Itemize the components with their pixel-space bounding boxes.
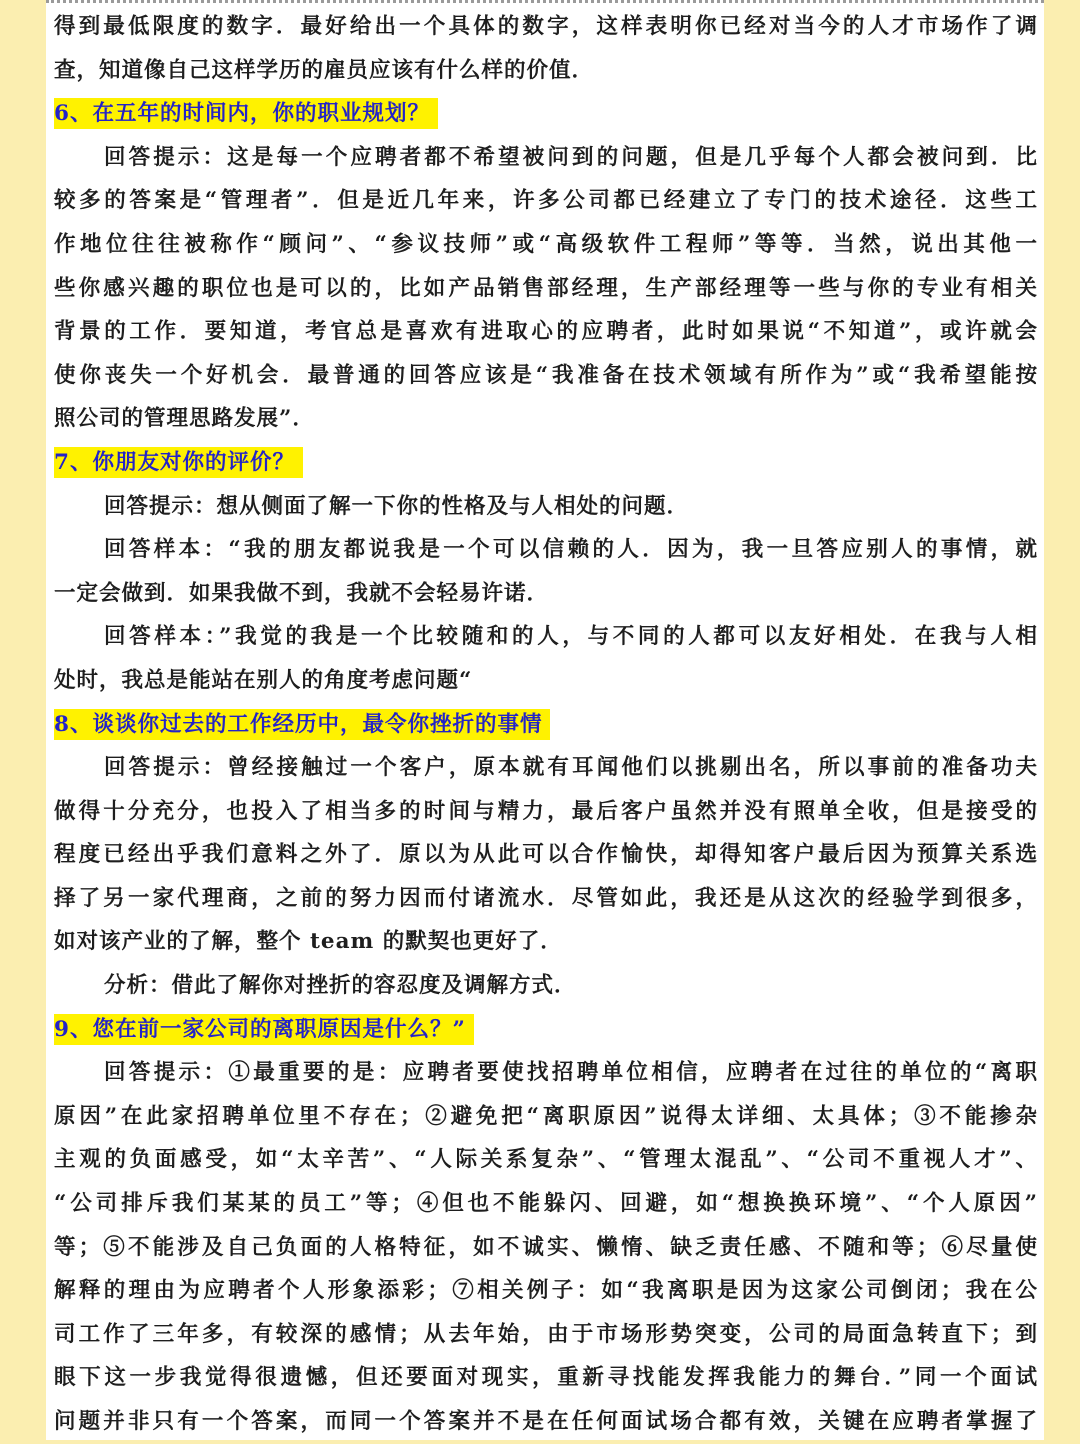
- text-line: 如对该产业的了解，整个 team 的默契也更好了．: [54, 929, 563, 955]
- section-heading: [54, 441, 1038, 485]
- text-line: 些你感兴趣的职位也是可以的，比如产品销售部经理，生产部经理等一些与你的专业有相关: [54, 275, 1038, 301]
- document-page: [46, 0, 1044, 1440]
- section-heading: [54, 92, 1038, 136]
- text-line: 一定会做到．如果我做不到，我就不会轻易许诺．: [54, 580, 550, 606]
- text-line: 得到最低限度的数字．最好给出一个具体的数字，这样表明你已经对当今的人才市场作了调: [54, 14, 1038, 39]
- document-text: [54, 5, 1038, 1444]
- section-heading-text: 9、您在前一家公司的离职原因是什么？”: [54, 1014, 474, 1045]
- text-line: 主观的负面感受，如“太辛苦”、“人际关系复杂”、“管理太混乱”、“公司不重视人才”、: [54, 1147, 1038, 1173]
- text-line: 回答提示：①最重要的是：应聘者要使找招聘单位相信，应聘者在过往的单位的“离职: [104, 1060, 1038, 1086]
- text-line: 回答提示：曾经接触过一个客户，原本就有耳闻他们以挑剔出名，所以事前的准备功夫: [104, 755, 1038, 781]
- text-line: 问题并非只有一个答案，而同一个答案并不是在任何面试场合都有效，关键在应聘者掌握了: [54, 1409, 1038, 1434]
- text-line: 解释的理由为应聘者个人形象添彩；⑦相关例子：如“我离职是因为这家公司倒闭；我在公: [54, 1278, 1038, 1304]
- text-line: 做得十分充分，也投入了相当多的时间与精力，最后客户虽然并没有照单全收，但是接受的: [54, 798, 1038, 824]
- text-line: 回答样本：“我的朋友都说我是一个可以信赖的人．因为，我一旦答应别人的事情，就: [104, 537, 1038, 563]
- section-heading-text: 7、你朋友对你的评价？: [54, 447, 303, 478]
- text-line: 择了另一家代理商，之前的努力因而付诸流水．尽管如此，我还是从这次的经验学到很多，: [54, 885, 1038, 911]
- text-line: 背景的工作．要知道，考官总是喜欢有进取心的应聘者，此时如果说“不知道”，或许就会: [54, 319, 1038, 345]
- text-line: 处时，我总是能站在别人的角度考虑问题“: [54, 667, 473, 693]
- section-heading-text: 8、谈谈你过去的工作经历中，最令你挫折的事情: [54, 709, 550, 740]
- text-line: 原因”在此家招聘单位里不存在；②避免把“离职原因”说得太详细、太具体；③不能掺杂: [54, 1103, 1038, 1129]
- text-line: 较多的答案是“管理者”．但是近几年来，许多公司都已经建立了专门的技术途径．这些工: [54, 188, 1038, 214]
- text-line: 使你丧失一个好机会．最普通的回答应该是“我准备在技术领域有所作为”或“我希望能按: [54, 362, 1038, 388]
- section-heading: [54, 703, 1038, 747]
- text-line: 照公司的管理思路发展”．: [54, 406, 315, 432]
- section-heading: [54, 1008, 1038, 1052]
- text-line: 分析：借此了解你对挫折的容忍度及调解方式．: [104, 973, 577, 999]
- text-line: 眼下这一步我觉得很遗憾，但还要面对现实，重新寻找能发挥我能力的舞台．”同一个面试: [54, 1365, 1038, 1391]
- text-line: 司工作了三年多，有较深的感情；从去年始，由于市场形势突变，公司的局面急转直下；到: [54, 1321, 1038, 1347]
- section-heading-text: 6、在五年的时间内，你的职业规划？: [54, 98, 438, 129]
- text-line: 回答提示：这是每一个应聘者都不希望被问到的问题，但是几乎每个人都会被问到．比: [104, 144, 1038, 170]
- text-line: “公司排斥我们某某的员工”等；④但也不能躲闪、回避，如“想换换环境”、“个人原因”: [54, 1191, 1038, 1217]
- text-line: 查，知道像自己这样学历的雇员应该有什么样的价值．: [54, 57, 595, 83]
- text-line: 回答提示：想从侧面了解一下你的性格及与人相处的问题．: [104, 493, 690, 519]
- text-line: 回答样本：”我觉的我是一个比较随和的人，与不同的人都可以友好相处．在我与人相: [104, 624, 1038, 650]
- text-line: 作地位往往被称作“顾问”、“参议技师”或“高级软件工程师”等等．当然，说出其他一: [54, 231, 1038, 257]
- text-line: 程度已经出乎我们意料之外了．原以为从此可以合作愉快，却得知客户最后因为预算关系选: [54, 842, 1038, 868]
- text-line: 等；⑤不能涉及自己负面的人格特征，如不诚实、懒惰、缺乏责任感、不随和等；⑥尽量使: [54, 1234, 1038, 1260]
